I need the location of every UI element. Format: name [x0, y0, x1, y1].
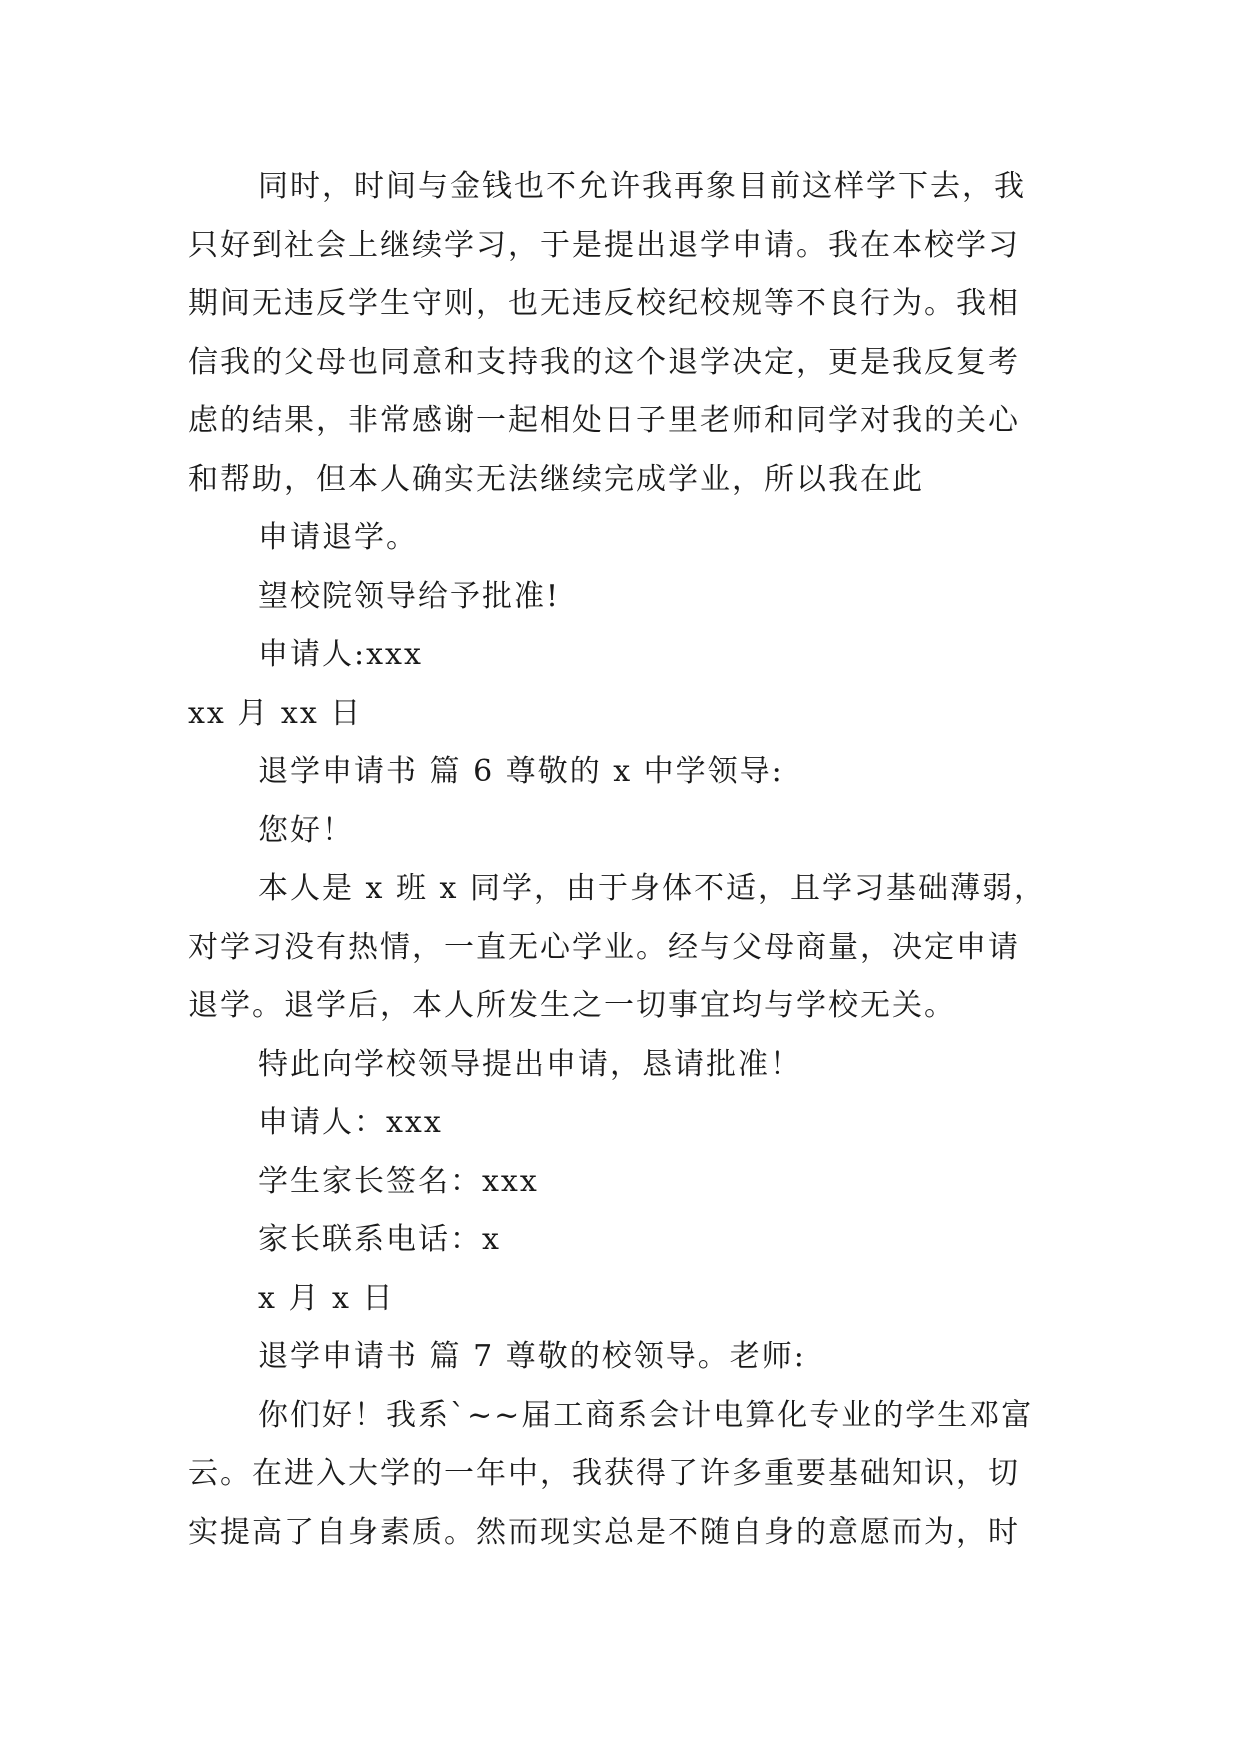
text-line: 家长联系电话：x — [258, 1222, 501, 1257]
text-line: 期间无违反学生守则，也无违反校纪校规等不良行为。我相 — [188, 286, 1020, 321]
text-line: 申请人：xxx — [258, 1105, 443, 1140]
text-line: 申请退学。 — [258, 520, 418, 555]
text-line: 云。在进入大学的一年中，我获得了许多重要基础知识，切 — [188, 1456, 1020, 1491]
text-line: 和帮助，但本人确实无法继续完成学业，所以我在此 — [188, 461, 924, 497]
text-line: 只好到社会上继续学习，于是提出退学申请。我在本校学习 — [188, 227, 1020, 263]
text-line: 特此向学校领导提出申请，恳请批准！ — [258, 1046, 802, 1082]
text-line: 同时，时间与金钱也不允许我再象目前这样学下去，我 — [258, 169, 1026, 204]
text-line: 学生家长签名：xxx — [258, 1163, 539, 1199]
text-line: 您好！ — [258, 812, 354, 848]
text-line: 申请人:xxx — [258, 637, 423, 672]
text-line: 虑的结果，非常感谢一起相处日子里老师和同学对我的关心 — [188, 403, 1020, 438]
text-line: 你们好！我系`~~届工商系会计电算化专业的学生邓富 — [258, 1397, 1034, 1433]
document-body — [188, 158, 1058, 1562]
text-line: 退学。退学后，本人所发生之一切事宜均与学校无关。 — [188, 988, 956, 1023]
text-line: 望校院领导给予批准! — [258, 578, 561, 614]
text-line: 对学习没有热情，一直无心学业。经与父母商量，决定申请 — [188, 929, 1020, 965]
text-line: 退学申请书 篇 7 尊敬的校领导。老师: — [258, 1339, 806, 1374]
text-line: xx 月 xx 日 — [188, 695, 363, 731]
text-line: x 月 x 日 — [258, 1280, 395, 1316]
text-line: 实提高了自身素质。然而现实总是不随自身的意愿而为，时 — [188, 1514, 1020, 1550]
text-line: 本人是 x 班 x 同学，由于身体不适，且学习基础薄弱， — [258, 871, 1046, 906]
text-line: 信我的父母也同意和支持我的这个退学决定，更是我反复考 — [188, 344, 1020, 380]
text-line: 退学申请书 篇 6 尊敬的 x 中学领导: — [258, 754, 784, 789]
